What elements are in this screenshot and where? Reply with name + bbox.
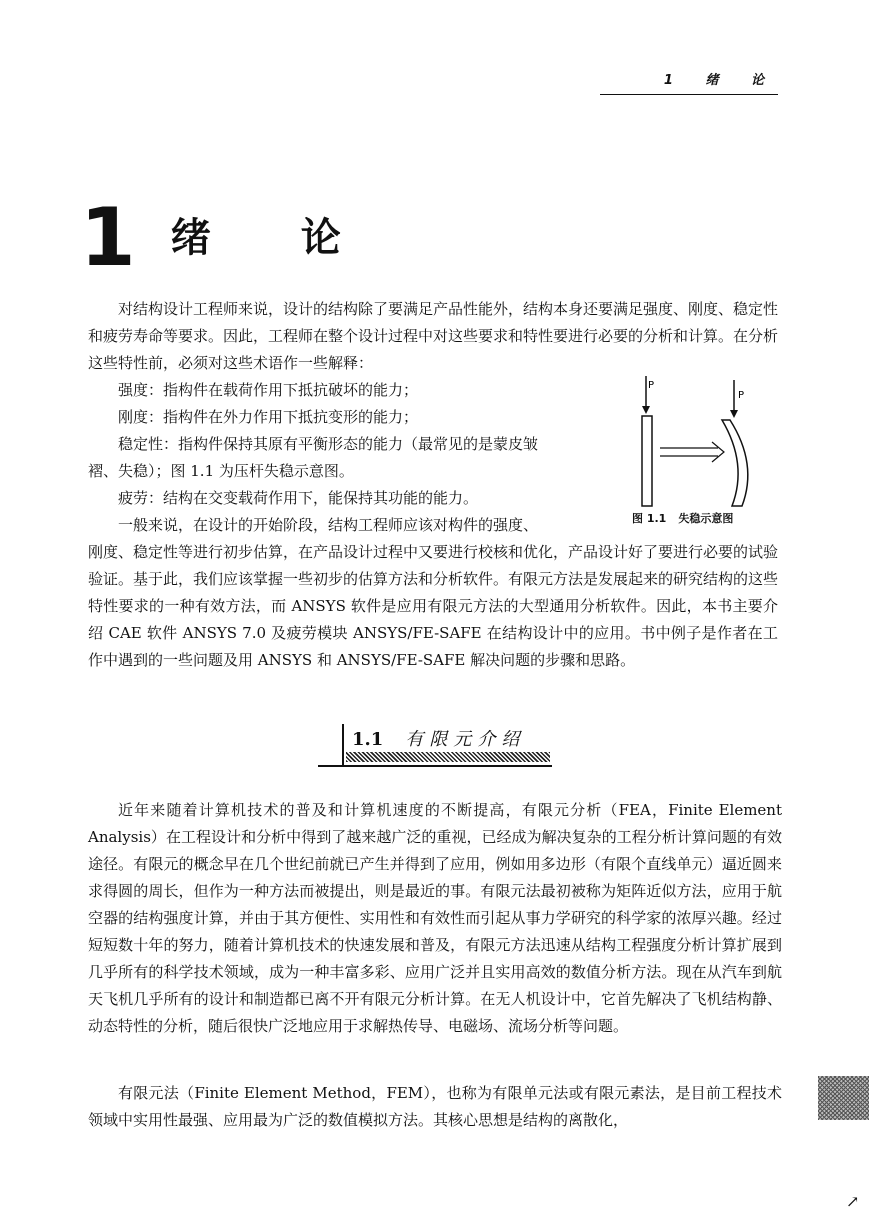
figure-title: 失稳示意图 [678, 512, 734, 525]
running-header: 1 绪 论 [600, 72, 778, 95]
intro-paragraph: 对结构设计工程师来说，设计的结构除了要满足产品性能外，结构本身还要满足强度、刚度、稳定性和疲劳寿命等要求。因此，工程师在整个设计过程中对这些要求和特性要进行必要的分析和计算。在分析这些特性前，必须对这些术语作一些解释： [88, 300, 779, 372]
section-underline-hatch [346, 752, 550, 762]
load-arrowhead-left [642, 406, 650, 414]
section-title: 有限元介绍 [405, 729, 526, 750]
buckled-column [722, 420, 748, 506]
chapter-number: 1 [80, 191, 136, 284]
definition-strength: 强度：指构件在载荷作用下抵抗破坏的能力； [118, 381, 419, 399]
load-label-right: P [738, 390, 745, 401]
section-paragraph-1: 近年来随着计算机技术的普及和计算机速度的不断提高，有限元分析（FEA，Finite Element Analysis）在工程设计和分析中得到了越来越广泛的重视，已经成为解决复杂的工程分析计算问题的有效途径。有限元的概念早在几个世纪前就已产生并得到了应用，例如用多边形（有限个直线单元）逼近圆来求得圆的周长，但作为一种方法而被提出，则是最近的事。有限元法最初被称为矩阵近似方法，应用于航空器的结构强度计算，并由于其方便性、实用性和有效性而引起从事力学研究的科学家的浓厚兴趣。经过短短数十年的努力，随着计算机技术的快速发展和普及，有限元方法迅速从结构工程强度分析计算扩展到几乎所有的科学技术领域，成为一种丰富多彩、应用广泛并且实用高效的数值分析方法。现在从汽车到航天飞机几乎所有的设计和制造都已离不开有限元分析计算。在无人机设计中，它首先解决了飞机结构静、动态特性的分析，随后很快广泛地应用于求解热传导、电磁场、流场分析等问题。 [88, 801, 782, 1035]
buckling-figure [622, 376, 782, 526]
straight-column [642, 416, 652, 506]
chapter-title [80, 191, 431, 284]
definition-stability: 稳定性：指构件保持其原有平衡形态的能力（最常见的是蒙皮皱 [118, 435, 539, 453]
section-divider-bar [342, 724, 344, 766]
chapter-thumb-tab [818, 1076, 869, 1120]
load-arrowhead-right [730, 410, 738, 418]
figure-number: 图 1.1 [632, 512, 667, 525]
section-number: 1.1 [352, 729, 384, 750]
definition-stability-continued: 褶、失稳）；图 1.1 为压杆失稳示意图。 [88, 462, 354, 480]
general-paragraph: 刚度、稳定性等进行初步估算，在产品设计过程中又要进行校核和优化，产品设计好了要进行必要的试验验证。基于此，我们应该掌握一些初步的估算方法和分析软件。有限元方法是发展起来的研究结构的这些特性要求的一种有效方法，而 ANSYS 软件是应用有限元方法的大型通用分析软件。因此，本书主要介绍 CAE 软件 ANSYS 7.0 及疲劳模块 ANSYS/FE-SAFE 在结构设计中的应用。书中例子是作者在工作中遇到的一些问题及用 ANSYS 和 ANSYS/FE-SAFE 解决问题的步骤和思路。 [88, 543, 779, 669]
chapter-name: 绪论 [170, 215, 431, 261]
corner-mark: ↗ [846, 1192, 860, 1211]
section-heading [352, 728, 525, 752]
definition-fatigue: 疲劳：结构在交变载荷作用下，能保持其功能的能力。 [118, 489, 479, 507]
transition-arrowhead [712, 442, 724, 462]
definition-stiffness: 刚度：指构件在外力作用下抵抗变形的能力； [118, 408, 419, 426]
section-underline [318, 765, 552, 767]
figure-caption [632, 510, 733, 526]
load-label-left: P [648, 380, 655, 391]
section-paragraph-2: 有限元法（Finite Element Method，FEM），也称为有限单元法或有限元素法，是目前工程技术领域中实用性最强、应用最为广泛的数值模拟方法。其核心思想是结构的离散化， [88, 1084, 782, 1129]
general-paragraph-first-line: 一般来说，在设计的开始阶段，结构工程师应该对构件的强度、 [118, 516, 539, 534]
